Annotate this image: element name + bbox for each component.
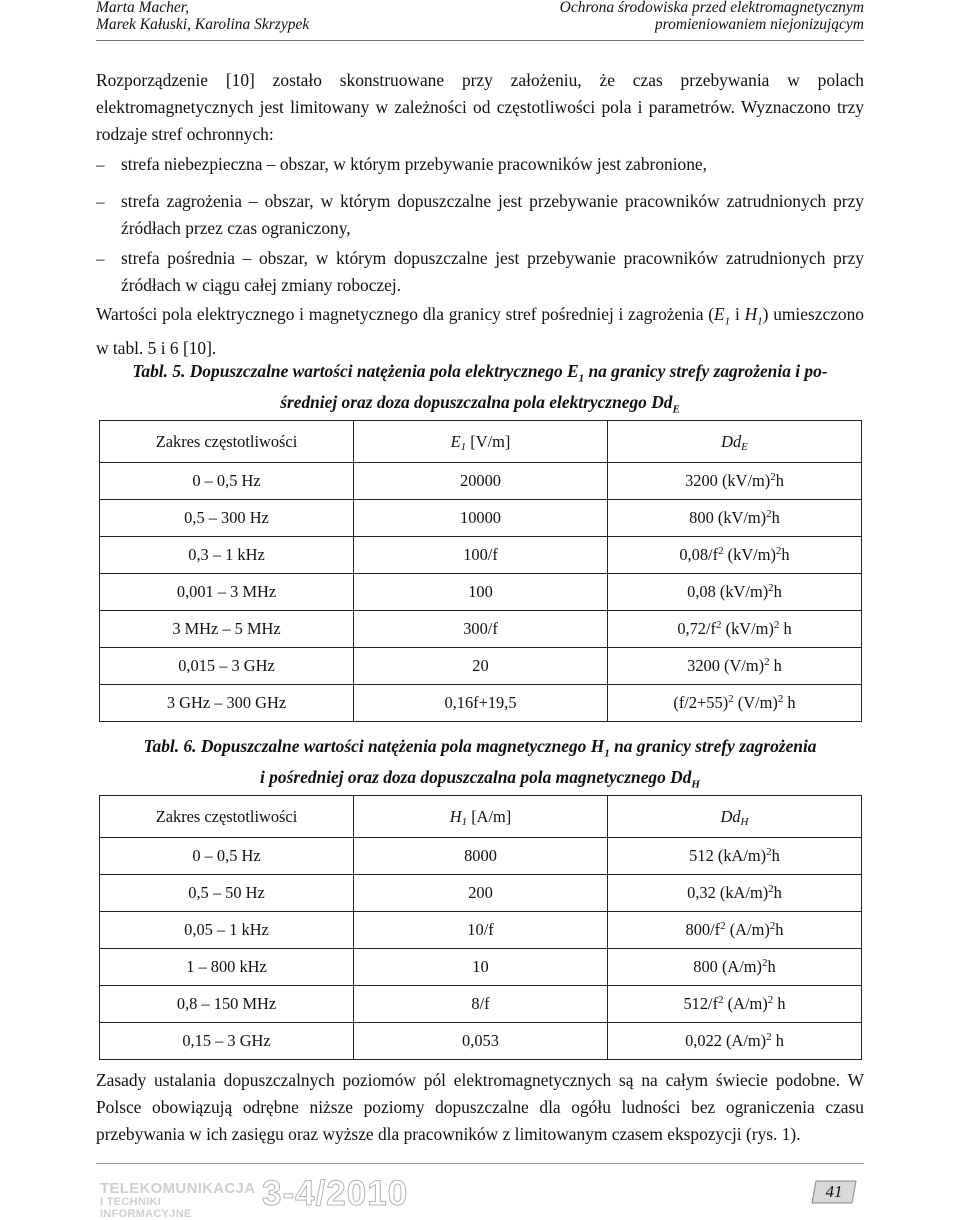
table6-caption-text-1: Dopuszczalne wartości natężenia pola magnetycznego H xyxy=(196,736,605,756)
table-row xyxy=(100,463,862,500)
table-header-row xyxy=(100,796,862,838)
running-header xyxy=(96,0,864,36)
dose-dose-a: 0,32 (kA/m) xyxy=(687,883,769,902)
cell-limit-value: 200 xyxy=(354,875,608,912)
limits-text-1: Wartości pola elektrycznego i magnetycznego dla granicy stref pośredniej i zagrożenia ( xyxy=(96,304,715,324)
header-ddh-sub: H xyxy=(740,815,749,828)
header-h1-sub: 1 xyxy=(461,815,468,828)
table-row xyxy=(100,912,862,949)
cell-dose xyxy=(608,1023,862,1060)
header-authors xyxy=(96,0,309,33)
table5-caption-sub-2: E xyxy=(672,403,680,416)
table5-label: Tabl. 5. xyxy=(132,361,186,381)
dose-dose-b: (A/m) xyxy=(723,994,768,1013)
cell-dose xyxy=(608,463,862,500)
header-h1 xyxy=(354,796,608,838)
cell-dose xyxy=(608,537,862,574)
cell-frequency-range: 0,5 – 50 Hz xyxy=(100,875,354,912)
dose-dose-b: (A/m) xyxy=(725,920,770,939)
table6-caption-line-2 xyxy=(96,765,864,796)
dose-dose-sup: 2 xyxy=(766,846,772,858)
dose-dose-sup: 2 xyxy=(768,883,774,895)
dose-dose-b: h xyxy=(771,508,780,527)
dose-dose-sup: 2 xyxy=(770,471,776,483)
cell-frequency-range: 0,001 – 3 MHz xyxy=(100,574,354,611)
dose-dose-b: (kV/m) xyxy=(723,545,776,564)
dose-dose-sup2: 2 xyxy=(773,619,780,631)
header-author-line-1: Marta Macher, xyxy=(96,0,189,16)
table-row xyxy=(100,574,862,611)
cell-frequency-range: 3 MHz – 5 MHz xyxy=(100,611,354,648)
dose-dose-a: 0,08 (kV/m) xyxy=(687,582,769,601)
cell-frequency-range: 0,3 – 1 kHz xyxy=(100,537,354,574)
dose-dose-a: (f/2+55) xyxy=(673,693,729,712)
header-dde-sub: E xyxy=(741,440,748,453)
cell-limit-value: 100 xyxy=(354,574,608,611)
cell-dose xyxy=(608,685,862,722)
dose-dose-c: h xyxy=(779,619,792,638)
table-row xyxy=(100,685,862,722)
header-e1-sub: 1 xyxy=(460,440,467,453)
dose-dose-b: h xyxy=(771,1031,784,1050)
limits-and: i xyxy=(730,304,745,324)
dose-dose-c: h xyxy=(783,693,796,712)
dose-dose-c: h xyxy=(775,920,784,939)
list-item-intermediate-zone: strefa pośrednia – obszar, w którym dopuszczalne jest przebywanie pracowników zatrudnionych przy źródłach w ciągu całej zmiany roboczej. xyxy=(121,248,864,295)
cell-limit-value: 0,053 xyxy=(354,1023,608,1060)
journal-name-line-2: I TECHNIKI INFORMACYJNE xyxy=(100,1196,192,1220)
dose-dose-a: 0,08/f xyxy=(679,545,719,564)
list-item-dangerous-zone: strefa niebezpieczna – obszar, w którym przebywanie pracowników jest zabronione, xyxy=(121,154,707,174)
table5-caption-text-1: Dopuszczalne wartości natężenia pola elektrycznego E xyxy=(185,361,579,381)
table5-caption-sub-1: 1 xyxy=(578,372,585,385)
dose-dose-sup: 2 xyxy=(768,582,774,594)
table-row xyxy=(100,537,862,574)
dose-dose-sup: 2 xyxy=(766,508,772,520)
header-title-line-1: Ochrona środowiska przed elektromagnetycznym xyxy=(559,0,864,16)
cell-frequency-range: 0,15 – 3 GHz xyxy=(100,1023,354,1060)
table6-magnetic-field xyxy=(99,795,862,1060)
dose-dose-sup2: 2 xyxy=(769,920,776,932)
dose-dose-sup: 2 xyxy=(728,693,734,705)
cell-dose xyxy=(608,611,862,648)
dose-dose-a: 0,022 (A/m) xyxy=(685,1031,767,1050)
header-title-line-2: promieniowaniem niejonizującym xyxy=(654,15,864,33)
table6-caption-line-1 xyxy=(96,734,864,765)
cell-frequency-range: 0,5 – 300 Hz xyxy=(100,500,354,537)
cell-frequency-range: 0,8 – 150 MHz xyxy=(100,986,354,1023)
cell-frequency-range: 0 – 0,5 Hz xyxy=(100,463,354,500)
closing-paragraph: Zasady ustalania dopuszczalnych poziomów pól elektromagnetycznych są na całym świecie podobne. W Polsce obowiązują odrębne niższe poziomy dopuszczalne dla ogółu ludności bez ograniczenia czasu przebywania w ich zasięgu oraz wyższe dla pracowników z limitowanym czasem ekspozycji (rys. 1). xyxy=(96,1070,864,1144)
list-bullet: – xyxy=(96,155,105,174)
table5-caption xyxy=(96,359,864,422)
dose-dose-sup: 2 xyxy=(766,1031,772,1043)
cell-limit-value: 10000 xyxy=(354,500,608,537)
table-row xyxy=(100,1023,862,1060)
table6-caption-sub-1: 1 xyxy=(604,747,610,760)
header-e1-symbol: E xyxy=(450,431,461,451)
cell-limit-value: 0,16f+19,5 xyxy=(354,685,608,722)
table-row xyxy=(100,949,862,986)
dose-dose-b: h xyxy=(769,656,782,675)
dose-dose-sup2: 2 xyxy=(777,693,784,705)
dose-dose-b: h xyxy=(773,582,782,601)
e-subscript: 1 xyxy=(724,315,731,328)
table-row xyxy=(100,648,862,685)
cell-limit-value: 20000 xyxy=(354,463,608,500)
table5-caption-text-2: średniej oraz doza dopuszczalna pola elektrycznego Dd xyxy=(280,392,673,413)
cell-dose xyxy=(608,986,862,1023)
issue-number: 3-4/2010 xyxy=(262,1174,409,1213)
header-ddh xyxy=(608,796,862,838)
dose-dose-sup: 2 xyxy=(762,957,768,969)
table5-electric-field xyxy=(99,420,862,722)
table-row xyxy=(100,611,862,648)
cell-dose xyxy=(608,574,862,611)
table6-caption-sub-2: H xyxy=(691,778,700,791)
table-header-row xyxy=(100,421,862,463)
journal-logo xyxy=(100,1180,256,1220)
header-author-line-2: Marek Kałuski, Karolina Skrzypek xyxy=(96,15,310,33)
header-divider xyxy=(96,40,864,41)
dose-dose-sup: 2 xyxy=(718,545,724,557)
header-frequency-range: Zakres częstotliwości xyxy=(100,421,354,463)
list-bullet: – xyxy=(96,249,105,268)
table6-caption xyxy=(96,734,864,797)
header-h1-symbol: H xyxy=(449,806,462,826)
cell-limit-value: 300/f xyxy=(354,611,608,648)
table-row xyxy=(100,986,862,1023)
h-symbol: H xyxy=(744,304,758,324)
cell-dose xyxy=(608,500,862,537)
intro-paragraph: Rozporządzenie [10] zostało skonstruowane przy założeniu, że czas przebywania w polach elektromagnetycznych jest limitowany w zależności od częstotliwości pola i parametrów. Wyznaczono trzy rodzaje stref ochronnych: xyxy=(96,70,864,144)
dose-dose-b: h xyxy=(773,883,782,902)
cell-frequency-range: 0,015 – 3 GHz xyxy=(100,648,354,685)
header-e1-unit: [V/m] xyxy=(466,431,511,451)
limits-paragraph xyxy=(96,301,864,362)
dose-dose-a: 0,72/f xyxy=(677,619,717,638)
cell-dose xyxy=(608,648,862,685)
cell-limit-value: 100/f xyxy=(354,537,608,574)
header-dde-symbol: Dd xyxy=(721,431,742,451)
dose-dose-sup: 2 xyxy=(764,656,770,668)
cell-dose xyxy=(608,875,862,912)
limits-text-2: ) umieszczono w tabl. 5 i 6 [10]. xyxy=(96,304,864,359)
header-e1 xyxy=(354,421,608,463)
dose-dose-a: 512 (kA/m) xyxy=(689,846,767,865)
table6-caption-text-1b: na granicy strefy zagrożenia xyxy=(609,736,817,756)
dose-dose-a: 800/f xyxy=(685,920,721,939)
table5-caption-text-1b: na granicy strefy zagrożenia i po- xyxy=(584,361,828,381)
dose-dose-sup2: 2 xyxy=(775,545,782,557)
cell-frequency-range: 1 – 800 kHz xyxy=(100,949,354,986)
dose-dose-sup: 2 xyxy=(716,619,722,631)
dose-dose-c: h xyxy=(781,545,790,564)
e-symbol: E xyxy=(714,304,725,324)
list-item-hazard-zone: strefa zagrożenia – obszar, w którym dopuszczalne jest przebywanie pracowników zatrudnionych przy źródłach przez czas ograniczony, xyxy=(121,191,864,238)
cell-limit-value: 10 xyxy=(354,949,608,986)
footer-divider xyxy=(96,1163,864,1164)
table6-caption-text-2: i pośredniej oraz doza dopuszczalna pola magnetycznego Dd xyxy=(260,767,692,788)
cell-limit-value: 20 xyxy=(354,648,608,685)
table-row xyxy=(100,875,862,912)
header-h1-unit: [A/m] xyxy=(467,806,512,826)
table-row xyxy=(100,838,862,875)
cell-limit-value: 8/f xyxy=(354,986,608,1023)
cell-frequency-range: 3 GHz – 300 GHz xyxy=(100,685,354,722)
dose-dose-a: 3200 (V/m) xyxy=(687,656,765,675)
dose-dose-sup: 2 xyxy=(718,994,724,1006)
cell-frequency-range: 0 – 0,5 Hz xyxy=(100,838,354,875)
list-bullet: – xyxy=(96,192,105,211)
page-number: 41 xyxy=(825,1182,843,1201)
table6-label: Tabl. 6. xyxy=(143,736,197,756)
dose-dose-b: (V/m) xyxy=(733,693,778,712)
page-number-badge xyxy=(810,1178,858,1206)
header-dde xyxy=(608,421,862,463)
cell-dose xyxy=(608,912,862,949)
dose-dose-b: h xyxy=(775,471,784,490)
table5-caption-line-1 xyxy=(96,359,864,390)
cell-frequency-range: 0,05 – 1 kHz xyxy=(100,912,354,949)
table5-caption-line-2 xyxy=(96,390,864,421)
dose-dose-a: 512/f xyxy=(683,994,719,1013)
dose-dose-a: 800 (kV/m) xyxy=(689,508,767,527)
journal-name-line-1: TELEKOMUNIKACJA xyxy=(100,1180,256,1197)
dose-dose-a: 800 (A/m) xyxy=(693,957,763,976)
cell-dose xyxy=(608,949,862,986)
table-row xyxy=(100,500,862,537)
h-subscript: 1 xyxy=(757,315,763,328)
header-title xyxy=(560,0,864,33)
header-frequency-range: Zakres częstotliwości xyxy=(100,796,354,838)
dose-dose-sup: 2 xyxy=(720,920,726,932)
cell-limit-value: 8000 xyxy=(354,838,608,875)
cell-dose xyxy=(608,838,862,875)
dose-dose-a: 3200 (kV/m) xyxy=(685,471,771,490)
dose-dose-c: h xyxy=(773,994,786,1013)
header-ddh-symbol: Dd xyxy=(720,806,741,826)
cell-limit-value: 10/f xyxy=(354,912,608,949)
dose-dose-b: (kV/m) xyxy=(721,619,774,638)
dose-dose-b: h xyxy=(767,957,776,976)
dose-dose-sup2: 2 xyxy=(767,994,774,1006)
dose-dose-b: h xyxy=(771,846,780,865)
